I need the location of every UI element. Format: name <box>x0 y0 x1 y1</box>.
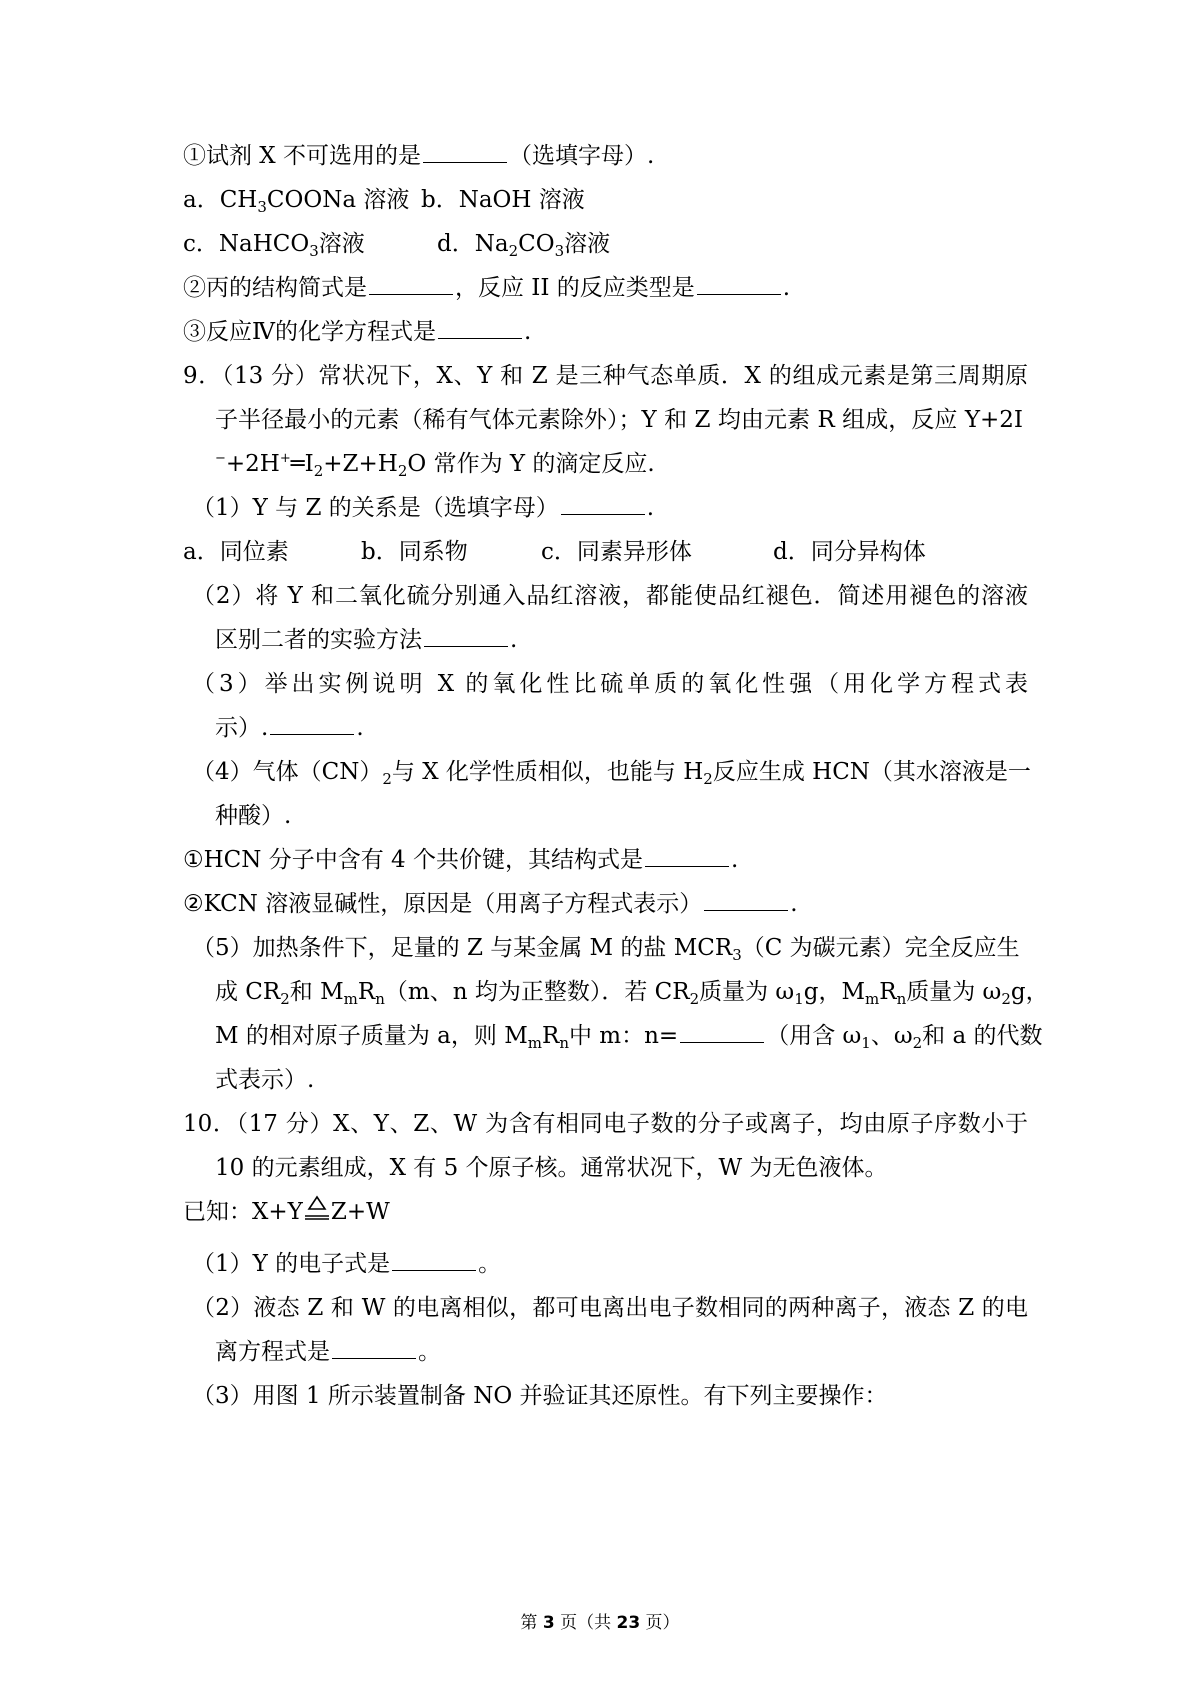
question-9-part-2-line-2: 区别二者的实验方法 . <box>215 624 1060 656</box>
q9-option-d: d．同分异构体 <box>773 539 926 565</box>
question-9-part-5-line-3: M 的相对原子质量为 a，则 $M_mR_n$中 m：n= （用含 $\omega_1$、$\omega_2$和 a 的代数 <box>215 1020 1060 1052</box>
question-9-part-3-line-1: （3）举出实例说明 X 的氧化性比硫单质的氧化性强（用化学方程式表 <box>192 671 1028 697</box>
page-total: 23 <box>616 1613 641 1633</box>
question-10-part-3: （3）用图 1 所示装置制备 NO 并验证其还原性。有下列主要操作： <box>192 1383 888 1409</box>
page-number: 3 <box>542 1613 555 1633</box>
answer-blank[interactable] <box>438 316 522 339</box>
question-9-options <box>183 536 1028 568</box>
question-10-part-2-line-1: （2）液态 Z 和 W 的电离相似，都可电离出电子数相同的两种离子，液态 Z 的电 <box>192 1295 1028 1321</box>
option-c: c．NaHCO$_3$溶液 <box>183 231 365 260</box>
answer-blank[interactable] <box>369 272 453 295</box>
question-9-part-1: （1）Y 与 Z 的关系是（选填字母） . <box>192 492 1037 524</box>
answer-blank[interactable] <box>332 1336 416 1359</box>
question-9-sub-2: ②KCN 溶液显碱性，原因是（用离子方程式表示） . <box>183 888 1028 920</box>
question-10-part-2-line-2: 离方程式是 。 <box>215 1336 1060 1368</box>
line-reaction-iv: ③反应Ⅳ的化学方程式是 . <box>183 316 1028 348</box>
option-a: a．$CH_3COONa$ 溶液 <box>183 187 410 216</box>
question-9-part-3-line-2: 示）. . <box>215 712 1060 744</box>
line-reagent-x: ①试剂 X 不可选用的是 （选填字母）. <box>183 140 1028 172</box>
question-10-line-2: 10 的元素组成，X 有 5 个原子核。通常状况下，W 为无色液体。 <box>215 1155 888 1181</box>
answer-blank[interactable] <box>392 1248 476 1271</box>
question-9-sub-1: ①HCN 分子中含有 4 个共价键，其结构式是 . <box>183 844 1028 876</box>
answer-blank[interactable] <box>645 844 729 867</box>
options-ab <box>183 184 1028 216</box>
question-9-part-2-line-1: （2）将 Y 和二氧化硫分别通入品红溶液，都能使品红褪色．简述用褪色的溶液 <box>192 583 1028 609</box>
question-9-line-1: 9．（13 分）常状况下，X、Y 和 Z 是三种气态单质．X 的组成元素是第三周期原 <box>183 363 1028 389</box>
question-9-part-5-line-2: 成 $CR_2$和 $M_mR_n(m$、n 均为正整数）．若 $CR_2$质量为 $\omega_1g$，$M_mR_n$质量为 $\omega_2g$， <box>215 979 1049 1008</box>
question-10-line-1: 10．（17 分）X、Y、Z、W 为含有相同电子数的分子或离子，均由原子序数小于 <box>183 1111 1028 1137</box>
question-9-part-5-line-4: 式表示）. <box>215 1067 315 1093</box>
answer-blank[interactable] <box>423 140 507 163</box>
answer-blank[interactable] <box>424 624 508 647</box>
question-10-part-1: （1）Y 的电子式是 。 <box>192 1248 1037 1280</box>
option-b: b．NaOH 溶液 <box>421 187 585 213</box>
options-cd <box>183 228 1028 260</box>
question-9-line-2: 子半径最小的元素（稀有气体元素除外）；Y 和 Z 均由元素 R 组成，反应 Y+2I <box>215 407 1023 433</box>
q9-option-c: c．同素异形体 <box>541 539 692 565</box>
answer-blank[interactable] <box>680 1020 764 1043</box>
line-structure-bing: ②丙的结构简式是 ，反应 II 的反应类型是 . <box>183 272 1028 304</box>
question-9-part-4-line-2: 种酸）. <box>215 803 292 829</box>
question-9-part-5-line-1: （5）加热条件下，足量的 Z 与某金属 M 的盐 $MCR_3(C$ 为碳元素）完全反应生 <box>192 935 1020 964</box>
answer-blank[interactable] <box>270 712 354 735</box>
option-d: d．$Na_2CO_3$溶液 <box>437 231 611 260</box>
question-9-line-3: $^-+2H^+═I_2+Z+H_2O$ 常作为 Y 的滴定反应. <box>215 451 655 480</box>
q9-option-a: a．同位素 <box>183 539 289 565</box>
answer-blank[interactable] <box>704 888 788 911</box>
page-footer: 第 3 页（共 23 页） <box>520 1613 680 1633</box>
question-9-part-4-line-1: （4）气体$(CN)_2$与 X 化学性质相似，也能与 $H_2$反应生成 HCN（其水溶液是一 <box>192 759 1031 788</box>
answer-blank[interactable] <box>561 492 645 515</box>
question-10-known: 已知：X+Y Z+W <box>183 1199 390 1225</box>
heating-arrow-icon <box>303 1199 331 1223</box>
answer-blank[interactable] <box>697 272 781 295</box>
q9-option-b: b．同系物 <box>361 539 468 565</box>
